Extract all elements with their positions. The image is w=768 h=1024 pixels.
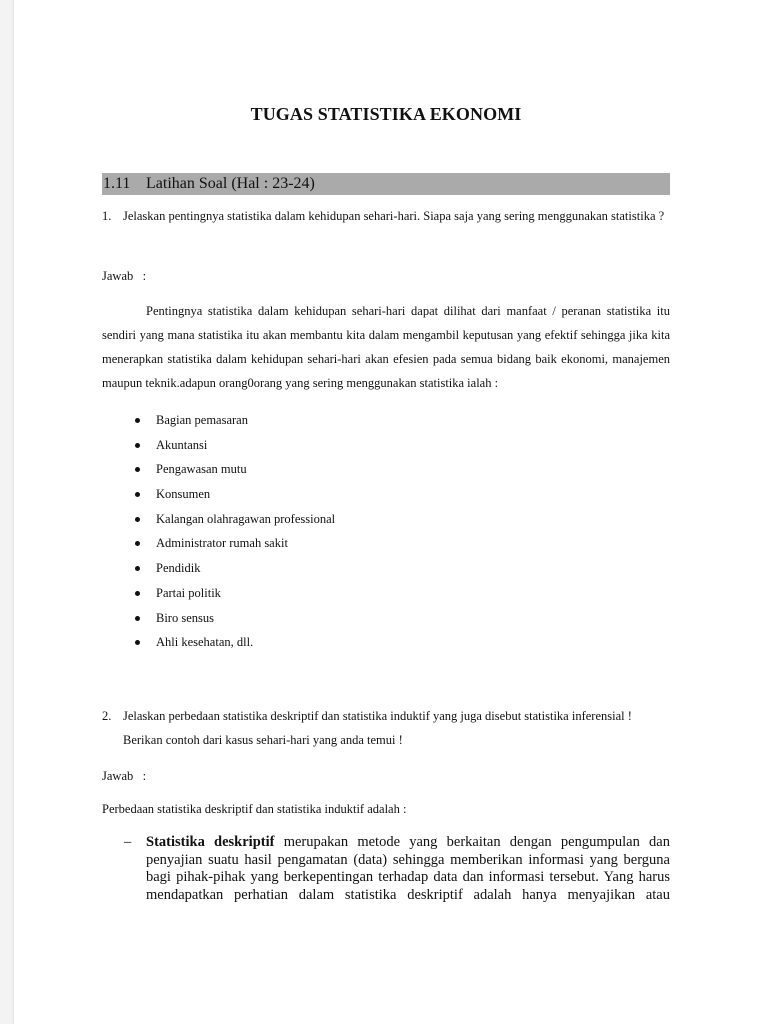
- list-item: Bagian pemasaran: [102, 408, 335, 433]
- section-header: [102, 173, 670, 195]
- list-item: Administrator rumah sakit: [102, 531, 335, 556]
- answer-label: Jawab :: [102, 269, 147, 283]
- item-text: [146, 834, 670, 904]
- list-item: Biro sensus: [102, 606, 335, 631]
- answer-paragraph: Pentingnya statistika dalam kehidupan sehari-hari dapat dilihat dari manfaat / peranan statistika itu sendiri yang mana statistika itu akan membantu kita dalam mengambil keputusan yang efektif sehingga jika kita menerapkan statistika dalam kehidupan sehari-hari akan efesien pada semua bidang baik ekonomi, manajemen maupun teknik.adapun orang0orang yang sering menggunakan statistika ialah :: [102, 304, 670, 390]
- list-item: Ahli kesehatan, dll.: [102, 630, 335, 655]
- list-item: Kalangan olahragawan professional: [102, 507, 335, 532]
- question-1: [102, 204, 670, 228]
- dash-marker: –: [124, 834, 132, 850]
- answer-intro: Perbedaan statistika deskriptif dan statistika induktif adalah :: [102, 802, 407, 816]
- bullet-icon: [135, 418, 140, 423]
- question-text: Jelaskan pentingnya statistika dalam kehidupan sehari-hari. Siapa saja yang sering menggunakan statistika ?: [123, 209, 665, 223]
- question-number: 1.: [102, 209, 112, 223]
- bullet-icon: [135, 517, 140, 522]
- answer-label: Jawab :: [102, 769, 147, 783]
- list-item: Partai politik: [102, 581, 335, 606]
- list-item: Pendidik: [102, 556, 335, 581]
- section-number: 1.11: [103, 175, 131, 192]
- question-text: Jelaskan perbedaan statistika deskriptif dan statistika induktif yang juga disebut statistika inferensial ! Berikan contoh dari kasus sehari-hari yang anda temui !: [123, 709, 632, 747]
- statistics-users-list: [102, 408, 335, 655]
- bullet-icon: [135, 467, 140, 472]
- document-page: [14, 0, 768, 1024]
- bullet-icon: [135, 566, 140, 571]
- bullet-icon: [135, 640, 140, 645]
- list-item: Akuntansi: [102, 433, 335, 458]
- list-item: Pengawasan mutu: [102, 457, 335, 482]
- descriptive-statistics-item: [102, 834, 670, 904]
- bullet-icon: [135, 541, 140, 546]
- item-body: merupakan metode yang berkaitan dengan pengumpulan dan penyajian suatu hasil pengamatan (data) sehingga memberikan informasi yang berguna bagi pihak-pihak yang berkepentingan terhadap data dan informasi tersebut. Yang harus mendapatkan perhatian dalam statistika deskriptif adalah hanya menyajikan atau: [146, 834, 670, 903]
- question-2: [102, 704, 670, 752]
- document-title: TUGAS STATISTIKA EKONOMI: [250, 104, 522, 124]
- bullet-icon: [135, 492, 140, 497]
- item-term: Statistika deskriptif: [146, 834, 275, 850]
- bullet-icon: [135, 443, 140, 448]
- question-number: 2.: [102, 709, 112, 723]
- bullet-icon: [135, 591, 140, 596]
- list-item: Konsumen: [102, 482, 335, 507]
- section-label: Latihan Soal (Hal : 23-24): [146, 175, 315, 192]
- bullet-icon: [135, 616, 140, 621]
